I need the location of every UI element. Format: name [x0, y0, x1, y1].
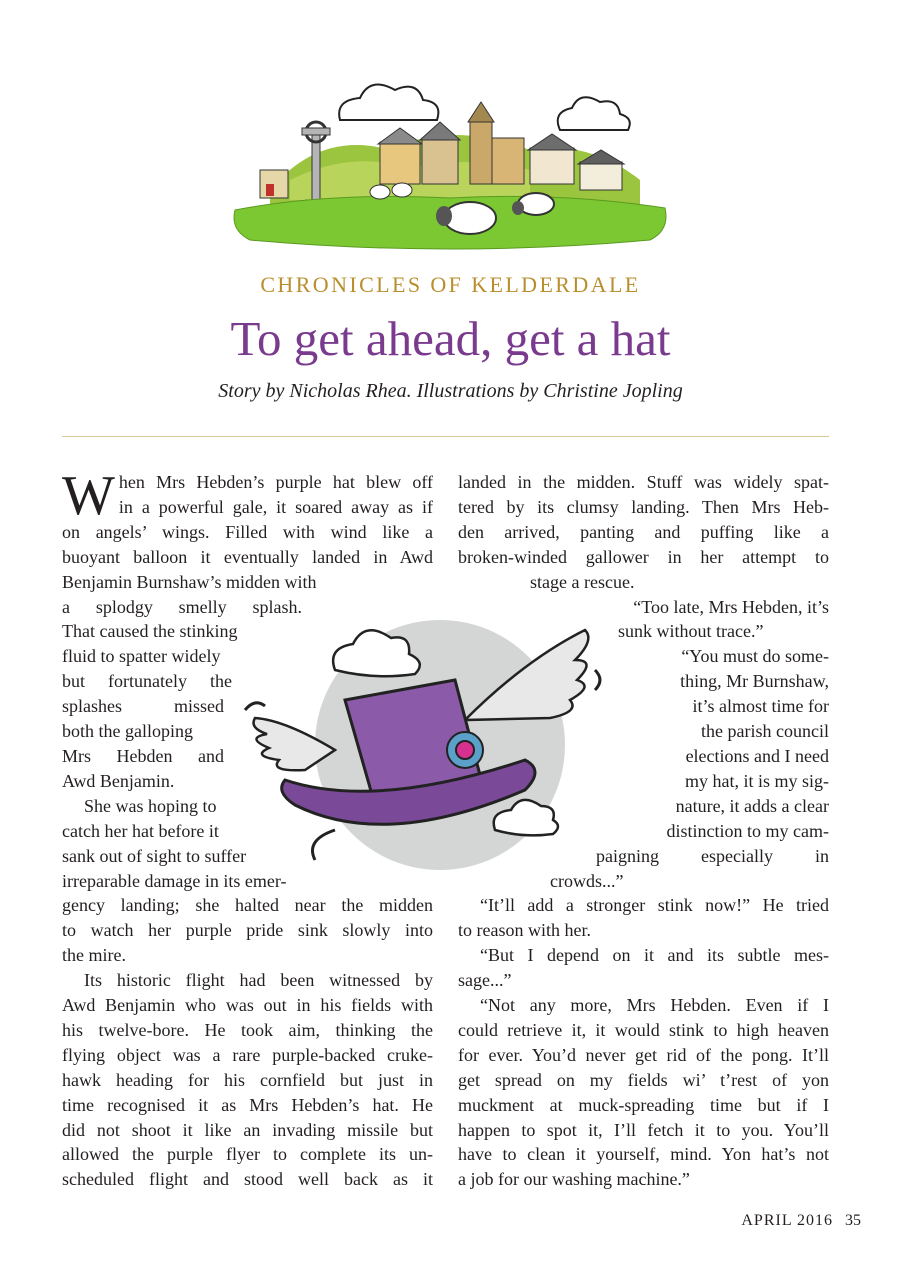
text-line: happen to spot it, I’ll fetch it to you. You’ll [458, 1119, 829, 1140]
text-line: the mire. [62, 945, 126, 966]
text-line: hen Mrs Hebden’s purple hat blew off [118, 472, 433, 492]
text-line: nature, it adds a clear [675, 795, 829, 816]
page-number: 35 [845, 1212, 861, 1229]
text-line: tered by its clumsy landing. Then Mrs Heb- [458, 496, 829, 517]
article-title: To get ahead, get a hat [230, 311, 671, 366]
text-line: paigning especially in [596, 845, 829, 866]
text-line: have to clean it yourself, mind. Yon hat’s not [458, 1144, 829, 1165]
text-line: a splodgy smelly splash. [62, 596, 302, 617]
text-line: both the galloping [62, 721, 193, 742]
text-line: distinction to my cam- [666, 820, 829, 841]
text-line: flying object was a rare purple-backed cruke- [62, 1044, 433, 1065]
text-line: allowed the purple flyer to complete its un- [62, 1144, 433, 1165]
text-line: sage...” [458, 970, 512, 991]
text-line: a job for our washing machine.” [458, 1169, 690, 1190]
text-line: for ever. You’d never get rid of the pong. It’ll [458, 1044, 829, 1065]
text-line: irreparable damage in its emer- [62, 870, 287, 891]
text-line: fluid to spatter widely [62, 646, 221, 667]
text-line: catch her hat before it [62, 820, 219, 841]
text-line: sank out of sight to suffer [62, 845, 247, 866]
drop-cap: W [62, 465, 115, 527]
series-kicker: CHRONICLES OF KELDERDALE [260, 272, 641, 297]
text-line: get spread on my fields wi’ t’rest of yon [458, 1069, 829, 1090]
text-line: but fortunately the [62, 671, 232, 692]
text-line: sunk without trace.” [618, 621, 764, 642]
text-line: time recognised it as Mrs Hebden’s hat. He [62, 1094, 433, 1115]
text-line: muckment at muck-spreading time but if I [458, 1094, 829, 1115]
text-line: den arrived, panting and puffing like a [458, 521, 829, 542]
text-line: “You must do some- [681, 646, 829, 667]
text-line: “But I depend on it and its subtle mes- [480, 945, 829, 966]
text-line: could retrieve it, it would stink to high heaven [458, 1019, 829, 1040]
text-line: on angels’ wings. Filled with wind like a [62, 521, 433, 542]
text-line: the parish council [701, 721, 829, 742]
text-line: Benjamin Burnshaw’s midden with [62, 571, 317, 592]
text-line: did not shoot it like an invading missile but [62, 1119, 433, 1140]
text-line: “Not any more, Mrs Hebden. Even if I [480, 995, 829, 1016]
text-line: buoyant balloon it eventually landed in Awd [62, 546, 433, 567]
text-line: That caused the stinking [62, 621, 238, 642]
flying-hat-illustration [225, 600, 635, 900]
text-line: “Too late, Mrs Hebden, it’s [633, 596, 829, 617]
text-line: it’s almost time for [692, 696, 829, 717]
text-line: in a powerful gale, it soared away as if [118, 496, 433, 517]
text-line: splashes missed [62, 696, 224, 717]
text-line: Mrs Hebden and [62, 745, 224, 766]
header-divider [62, 436, 829, 437]
text-line: scheduled flight and stood well back as it [62, 1169, 433, 1190]
text-line: elections and I need [685, 745, 829, 766]
village-illustration [230, 80, 670, 258]
page-footer [741, 1212, 861, 1230]
text-line: gency landing; she halted near the midden [62, 895, 433, 916]
text-line: broken-winded gallower in her attempt to [458, 546, 829, 567]
text-line: stage a rescue. [530, 571, 635, 592]
text-line: to watch her purple pride sink slowly into [62, 920, 433, 941]
text-line: his twelve-bore. He took aim, thinking the [62, 1019, 433, 1040]
text-line: She was hoping to [84, 795, 217, 816]
article-byline: Story by Nicholas Rhea. Illustrations by Christine Jopling [218, 380, 683, 402]
text-line: Its historic flight had been witnessed by [84, 970, 433, 991]
text-line: landed in the midden. Stuff was widely spat- [458, 472, 829, 492]
text-line: my hat, it is my sig- [685, 770, 829, 791]
issue-date: APRIL 2016 [741, 1212, 833, 1229]
text-line: thing, Mr Burnshaw, [680, 671, 829, 692]
text-line: “It’ll add a stronger stink now!” He tried [480, 895, 829, 916]
text-line: crowds...” [550, 870, 624, 891]
text-line: Awd Benjamin. [62, 770, 175, 791]
text-line: to reason with her. [458, 920, 591, 941]
text-line: hawk heading for his cornfield but just in [62, 1069, 433, 1090]
text-line: Awd Benjamin who was out in his fields with [62, 995, 433, 1016]
